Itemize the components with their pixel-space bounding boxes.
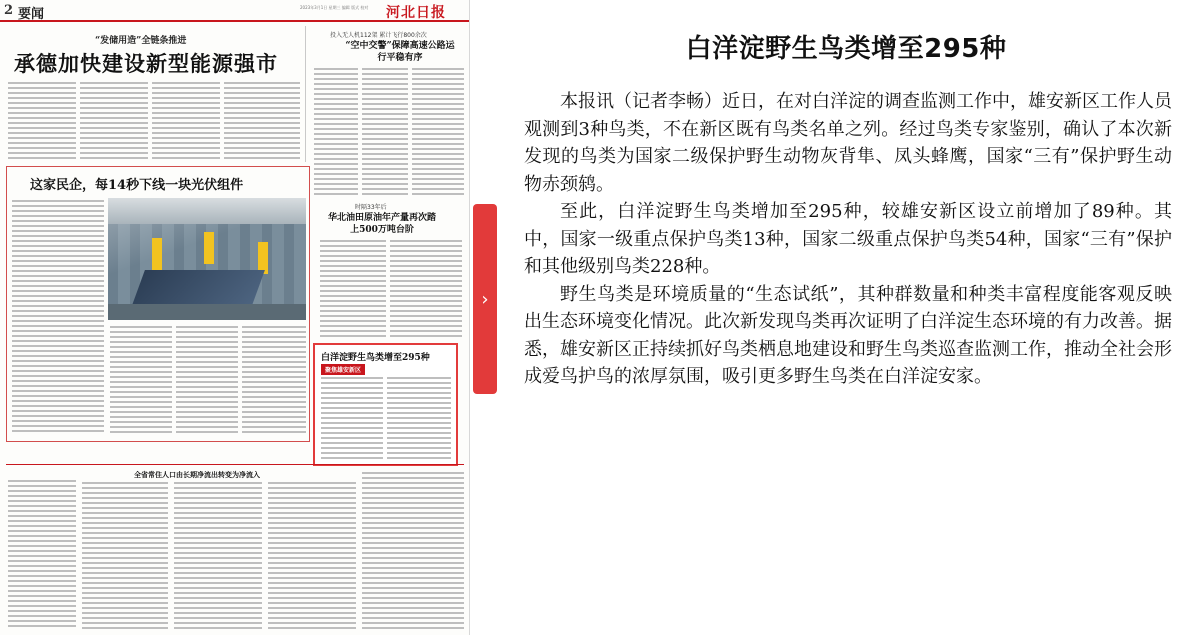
lead-text-col-2 xyxy=(80,82,148,160)
bird-headline: 白洋淀野生鸟类增至295种 xyxy=(321,353,430,363)
bird-text-col-1 xyxy=(321,377,383,461)
oil-kicker: 时隔33年后 xyxy=(355,204,387,211)
newspaper-page[interactable] xyxy=(0,0,470,635)
lead-text-col-3 xyxy=(152,82,220,160)
oil-headline[interactable]: 华北油田原油年产量再次踏上500万吨台阶 xyxy=(327,213,436,235)
article-paragraph: 本报讯（记者李畅）近日，在对白洋淀的调查监测工作中，雄安新区工作人员观测到3种鸟类，不在新区既有鸟类名单之列。经过鸟类专家鉴别，确认了本次新发现的鸟类为国家二级保护野生动物灰背隼、凤头蜂鹰，国家“三有”保护野生动物赤颈鸫。 xyxy=(524,91,1172,195)
column-divider xyxy=(305,26,306,162)
article-body xyxy=(524,88,1172,391)
article-paragraph: 野生鸟类是环境质量的“生态试纸”，其种群数量和种类丰富程度能客观反映出生态环境变化情况。此次新发现鸟类再次证明了白洋淀生态环境的有力改善。据悉，雄安新区正持续抓好鸟类栖息地建设和野生鸟类巡查监测工作，推动全社会形成爱鸟护鸟的浓厚氛围，吸引更多野生鸟类在白洋淀安家。 xyxy=(524,283,1172,387)
article-paragraph: 至此，白洋淀野生鸟类增加至295种，较雄安新区设立前增加了89种。其中，国家一级重点保护鸟类13种，国家二级重点保护鸟类54种，国家“三有”保护和其他级别鸟类228种。 xyxy=(524,201,1172,277)
newspaper-logo: 河北日报 xyxy=(386,5,446,21)
next-page-button[interactable] xyxy=(473,204,497,394)
road-text-col-2 xyxy=(362,68,408,196)
road-kicker: 投入无人机112架 累计飞行800余次 xyxy=(330,32,427,39)
solar-text-col-3 xyxy=(176,326,238,434)
solar-text-col-4 xyxy=(242,326,306,434)
oil-text-col-2 xyxy=(390,240,462,340)
lead-text-col-4 xyxy=(224,82,300,160)
population-headline[interactable]: 全省常住人口由长期净流出转变为净流入 xyxy=(134,470,260,479)
solar-text-col-1 xyxy=(12,200,104,434)
article-reader xyxy=(510,0,1182,635)
section-name: 要闻 xyxy=(18,7,45,22)
lead-headline[interactable]: 承德加快建设新型能源强市 xyxy=(14,51,278,76)
page-number: 2 xyxy=(4,3,14,18)
road-text-col-1 xyxy=(314,68,358,196)
bird-story-highlight[interactable] xyxy=(313,343,458,466)
solar-text-col-2 xyxy=(110,326,172,434)
lead-text-col-1 xyxy=(8,82,76,160)
oil-text-col-1 xyxy=(320,240,386,340)
bird-text-col-2 xyxy=(387,377,451,461)
lead-kicker: “发储用造”全链条推进 xyxy=(95,36,187,46)
pop-text-col-2 xyxy=(82,482,168,630)
factory-photo xyxy=(108,198,306,320)
pop-text-col-1 xyxy=(8,480,76,630)
bottom-section-rule xyxy=(6,464,464,465)
masthead-meta: 2023年3月1日 星期三 编辑 版式 校对 xyxy=(300,5,369,10)
road-headline[interactable]: “空中交警”保障高速公路运行平稳有序 xyxy=(345,41,455,63)
road-text-col-3 xyxy=(412,68,464,196)
bird-section-tag: 聚焦雄安新区 xyxy=(321,364,365,375)
pop-text-col-3 xyxy=(174,482,262,630)
pop-text-col-5 xyxy=(362,472,464,630)
pop-text-col-4 xyxy=(268,482,356,630)
article-title: 白洋淀野生鸟类增至295种 xyxy=(685,34,1007,64)
page-masthead xyxy=(0,0,470,22)
chevron-right-icon: › xyxy=(481,288,489,310)
solar-headline[interactable]: 这家民企，每14秒下线一块光伏组件 xyxy=(30,178,244,193)
